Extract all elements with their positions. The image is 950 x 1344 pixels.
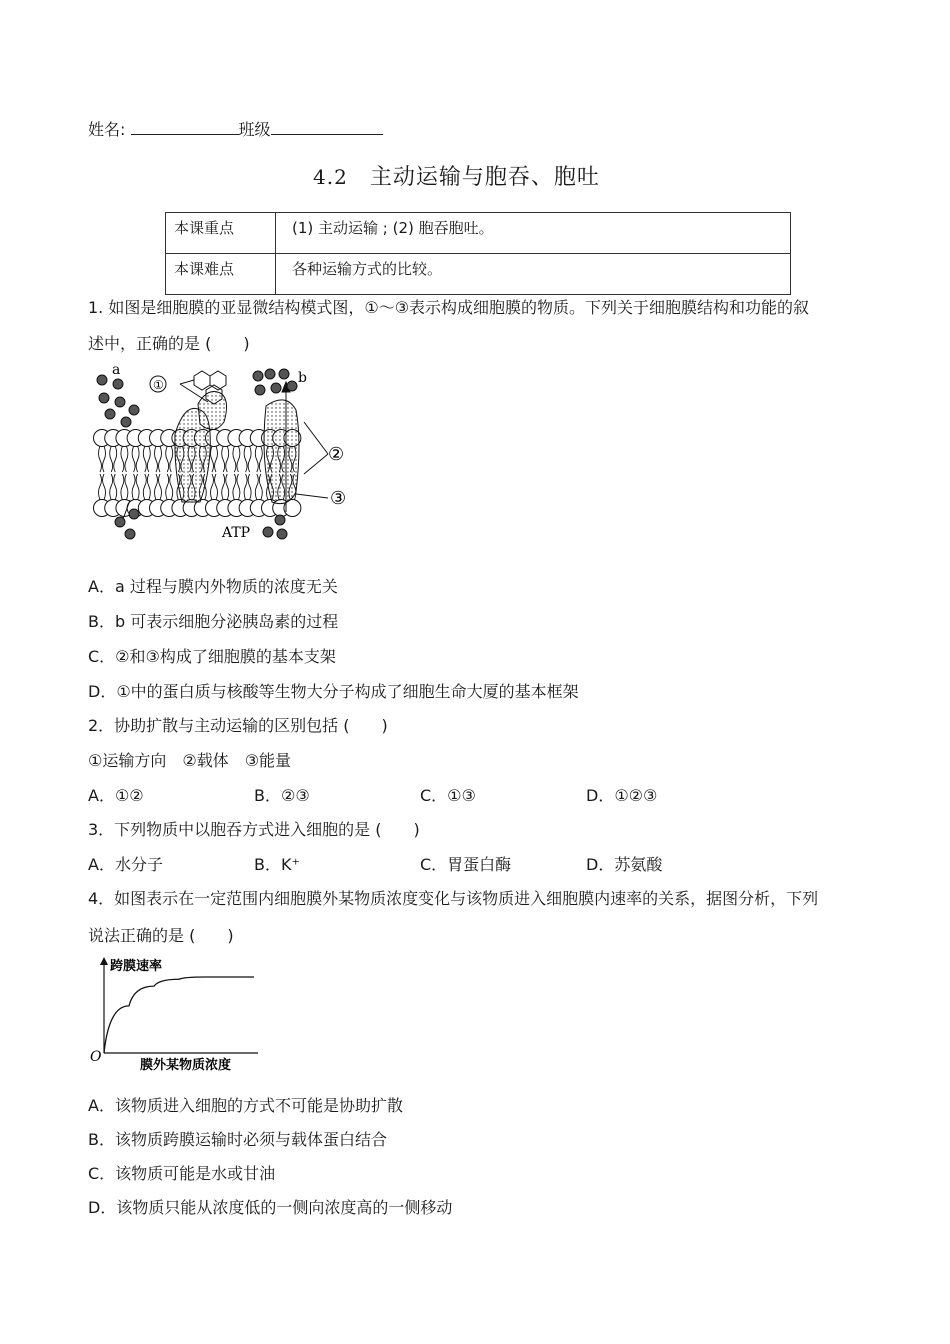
y-axis-label: 跨膜速率 (110, 959, 163, 974)
row-content: 各种运输方式的比较。 (276, 254, 791, 295)
q4-option-d[interactable]: D．该物质只能从浓度低的一侧向浓度高的一侧移动 (88, 1198, 453, 1217)
q1-option-a[interactable]: A．a 过程与膜内外物质的浓度无关 (88, 577, 338, 596)
lipid-tail (136, 446, 139, 472)
q2-options (88, 783, 752, 806)
lipid-tail (110, 474, 113, 500)
solute-particle (287, 381, 297, 391)
label-2: ② (328, 444, 345, 465)
solute-particle (125, 529, 135, 539)
lipid-tail (159, 446, 162, 472)
q4-option-c[interactable]: C．该物质可能是水或甘油 (88, 1164, 276, 1183)
q3-stem: 3．下列物质中以胞吞方式进入细胞的是 ( ) (88, 820, 420, 839)
table-row (166, 213, 791, 254)
lipid-tail (143, 474, 146, 500)
page-title (313, 160, 600, 191)
solute-particle (271, 383, 281, 393)
solute-particle (265, 369, 275, 379)
lipid-tail (248, 474, 251, 500)
lipid-tail (159, 474, 162, 500)
q2-items: ①运输方向 ②载体 ③能量 (88, 751, 292, 770)
key-points-table (165, 212, 791, 295)
lipid-tail (136, 474, 139, 500)
label-a: a (112, 362, 121, 378)
solute-particle (113, 379, 123, 389)
row-label: 本课重点 (166, 213, 276, 254)
lipid-tail (110, 446, 113, 472)
lipid-tail (233, 474, 236, 500)
name-blank[interactable] (131, 120, 239, 135)
solute-particle (105, 409, 115, 419)
solute-particle (275, 515, 285, 525)
student-info (88, 117, 383, 140)
solute-particle (115, 397, 125, 407)
lipid-tail (237, 446, 240, 472)
q2-stem: 2．协助扩散与主动运输的区别包括 ( ) (88, 716, 388, 735)
lipid-tail (121, 474, 124, 500)
class-label: 班级 (238, 120, 271, 139)
label-3: ③ (330, 488, 347, 509)
lipid-tail (226, 446, 229, 472)
lipid-tail (103, 446, 106, 472)
lipid-tail (255, 446, 258, 472)
q2-option-a[interactable]: A．①② (88, 786, 144, 805)
q1-stem-line1: 1. 如图是细胞膜的亚显微结构模式图，①～③表示构成细胞膜的物质。下列关于细胞膜结构和功能的叙 (88, 298, 810, 317)
lipid-tail (237, 474, 240, 500)
lipid-tail (166, 446, 169, 472)
x-axis-label: 膜外某物质浓度 (140, 1058, 232, 1073)
lipid-tail (166, 474, 169, 500)
section-number: 4.2 (313, 165, 348, 189)
lipid-tail (222, 446, 225, 472)
lipid-tail (103, 474, 106, 500)
label-atp: ATP (222, 525, 251, 541)
lipid-tail (147, 474, 150, 500)
q1-option-c[interactable]: C．②和③构成了细胞膜的基本支架 (88, 647, 336, 666)
section-title: 主动运输与胞吞、胞吐 (369, 165, 600, 190)
q2-option-c[interactable]: C．①③ (420, 786, 476, 805)
table-row (166, 254, 791, 295)
solute-particle (129, 509, 139, 519)
lipid-tail (211, 474, 214, 500)
q4-option-a[interactable]: A．该物质进入细胞的方式不可能是协助扩散 (88, 1096, 403, 1115)
lipid-tail (244, 446, 247, 472)
q3-option-d[interactable]: D．苏氨酸 (586, 855, 663, 874)
q4-stem-line2: 说法正确的是 ( ) (88, 926, 234, 945)
solute-particle (129, 405, 139, 415)
solute-particle (277, 529, 287, 539)
lipid-tail (226, 474, 229, 500)
lipid-tail (132, 446, 135, 472)
lipid-tail (259, 446, 262, 472)
label-b: b (298, 370, 307, 386)
q4-option-b[interactable]: B．该物质跨膜运输时必须与载体蛋白结合 (88, 1130, 387, 1149)
lipid-tail (155, 474, 158, 500)
lipid-tail (222, 474, 225, 500)
lipid-tail (170, 446, 173, 472)
solute-particle (99, 393, 109, 403)
channel-protein (264, 400, 299, 504)
lipid-tail (143, 446, 146, 472)
lipid-tail (215, 446, 218, 472)
lipid-tail (155, 446, 158, 472)
q2-option-d[interactable]: D．①②③ (586, 786, 658, 805)
solute-particle (279, 369, 289, 379)
lipid-tail (121, 446, 124, 472)
origin-label: O (90, 1049, 102, 1065)
class-blank[interactable] (271, 120, 383, 135)
lipid-tail (211, 446, 214, 472)
cell-membrane-diagram (90, 362, 360, 550)
solute-particle (263, 527, 273, 537)
lipid-tail (255, 474, 258, 500)
y-axis-arrow (100, 957, 108, 965)
q4-stem-line1: 4．如图表示在一定范围内细胞膜外某物质浓度变化与该物质进入细胞膜内速率的关系，据图分析，下列 (88, 889, 819, 908)
lipid-tail (99, 446, 102, 472)
name-label: 姓名: (88, 120, 126, 139)
lipid-tail (147, 446, 150, 472)
q3-option-b[interactable]: B．K⁺ (254, 855, 300, 874)
row-content: (1) 主动运输 ; (2) 胞吞胞吐。 (276, 213, 791, 254)
solute-particle (255, 385, 265, 395)
q1-stem-line2: 述中，正确的是 ( ) (88, 334, 250, 353)
lipid-tail (125, 446, 128, 472)
rate-curve (104, 977, 254, 1053)
lipid-tail (99, 474, 102, 500)
solute-particle (121, 417, 131, 427)
lipid-tail (233, 446, 236, 472)
q3-options (88, 852, 752, 875)
lipid-tail (114, 474, 117, 500)
lipid-tail (125, 474, 128, 500)
q1-option-d[interactable]: D．①中的蛋白质与核酸等生物大分子构成了细胞生命大厦的基本框架 (88, 682, 579, 701)
label-1: ① (153, 378, 164, 392)
lipid-tail (170, 474, 173, 500)
lipid-tail (248, 446, 251, 472)
solute-particle (115, 517, 125, 527)
row-label: 本课难点 (166, 254, 276, 295)
q3-option-a[interactable]: A．水分子 (88, 855, 163, 874)
q3-option-c[interactable]: C．胃蛋白酶 (420, 855, 512, 874)
lipid-tail (132, 474, 135, 500)
lipid-tail (244, 474, 247, 500)
solute-particle (97, 375, 107, 385)
solute-particle (253, 371, 263, 381)
rate-chart (88, 955, 268, 1075)
q1-option-b[interactable]: B．b 可表示细胞分泌胰岛素的过程 (88, 612, 339, 631)
lipid-tail (114, 446, 117, 472)
q2-option-b[interactable]: B．②③ (254, 786, 310, 805)
lipid-tail (215, 474, 218, 500)
lipid-tail (259, 474, 262, 500)
